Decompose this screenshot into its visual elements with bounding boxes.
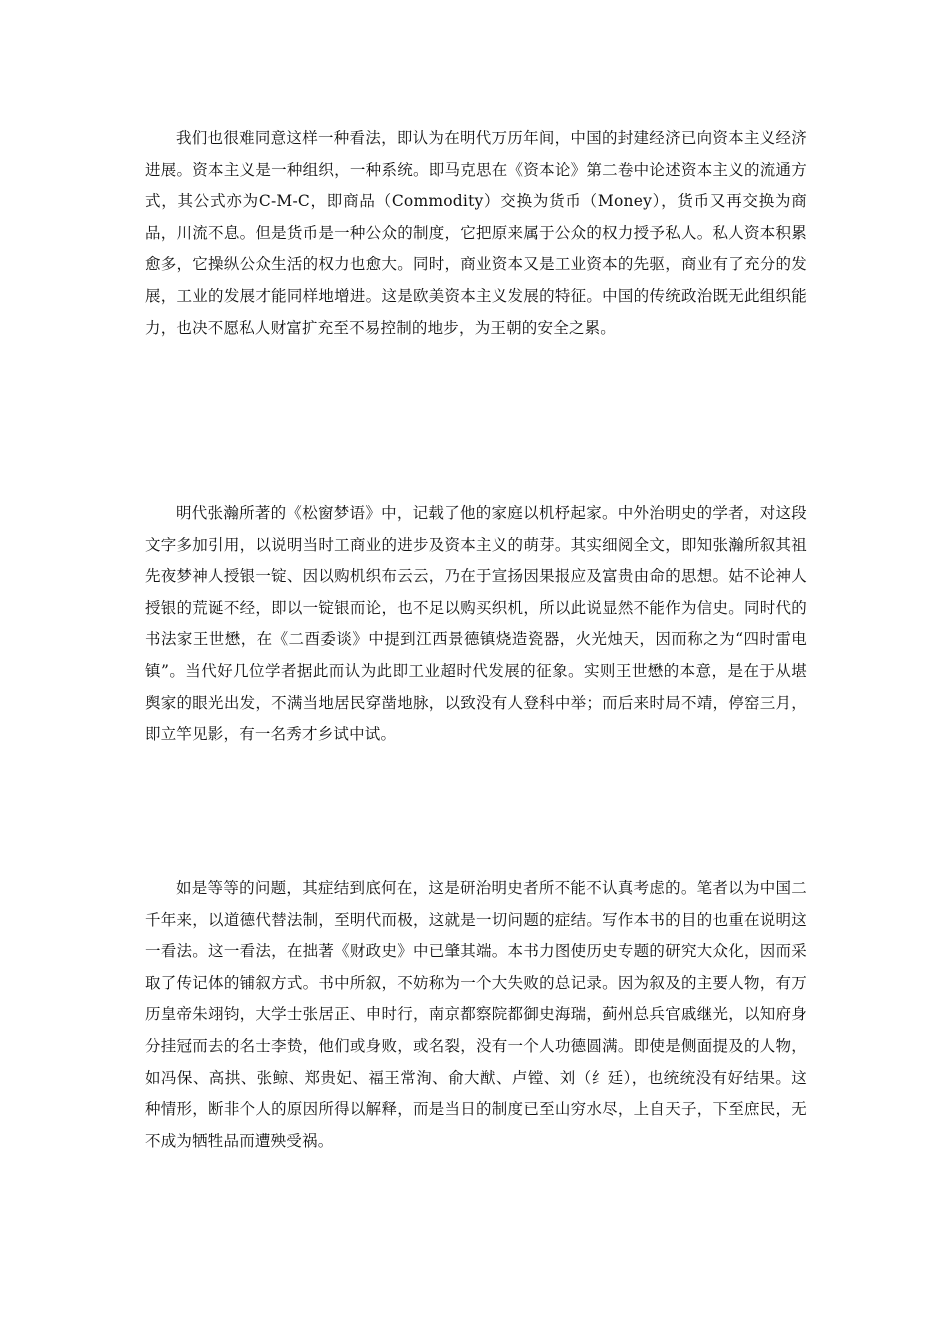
body-paragraph-crux: 如是等等的问题，其症结到底何在，这是研治明史者所不能不认真考虑的。笔者以为中国二千年来，以道德代替法制，至明代而极，这就是一切问题的症结。写作本书的目的也重在说明这一看法。这一看法，在拙著《财政史》中已肇其端。本书力图使历史专题的研究大众化，因而采取了传记体的铺叙方式。书中所叙，不妨称为一个大失败的总记录。因为叙及的主要人物，有万历皇帝朱翊钧，大学士张居正、申时行，南京都察院都御史海瑞，蓟州总兵官戚继光，以知府身分挂冠而去的名士李贽，他们或身败，或名裂，没有一个人功德圆满。即使是侧面提及的人物，如冯保、高拱、张鲸、郑贵妃、福王常洵、俞大猷、卢镗、刘（纟廷），也统统没有好结果。这种情形，断非个人的原因所得以解释，而是当日的制度已至山穷水尽，上自天子，下至庶民，无不成为牺牲品而遭殃受祸。 <box>145 879 807 1150</box>
body-paragraph-zhang-han: 明代张瀚所著的《松窗梦语》中，记载了他的家庭以机杼起家。中外治明史的学者，对这段文字多加引用，以说明当时工商业的进步及资本主义的萌芽。其实细阅全文，即知张瀚所叙其祖先夜梦神人授银一锭、因以购机织布云云，乃在于宣扬因果报应及富贵由命的思想。姑不论神人授银的荒诞不经，即以一锭银而论，也不足以购买织机，所以此说显然不能作为信史。同时代的书法家王世懋，在《二酉委谈》中提到江西景德镇烧造瓷器，火光烛天，因而称之为“四时雷电镇”。当代好几位学者据此而认为此即工业超时代发展的征象。实则王世懋的本意，是在于从堪舆家的眼光出发，不满当地居民穿凿地脉，以致没有人登科中举；而后来时局不靖，停窑三月，即立竿见影，有一名秀才乡试中试。 <box>145 504 807 744</box>
body-paragraph-capitalism: 我们也很难同意这样一种看法，即认为在明代万历年间，中国的封建经济已向资本主义经济进展。资本主义是一种组织，一种系统。即马克思在《资本论》第二卷中论述资本主义的流通方式，其公式亦为C-M-C，即商品（Commodity）交换为货币（Money），货币又再交换为商品，川流不息。但是货币是一种公众的制度，它把原来属于公众的权力授予私人。私人资本积累愈多，它操纵公众生活的权力也愈大。同时，商业资本又是工业资本的先驱，商业有了充分的发展，工业的发展才能同样地增进。这是欧美资本主义发展的特征。中国的传统政治既无此组织能力，也决不愿私人财富扩充至不易控制的地步，为王朝的安全之累。 <box>145 129 807 337</box>
